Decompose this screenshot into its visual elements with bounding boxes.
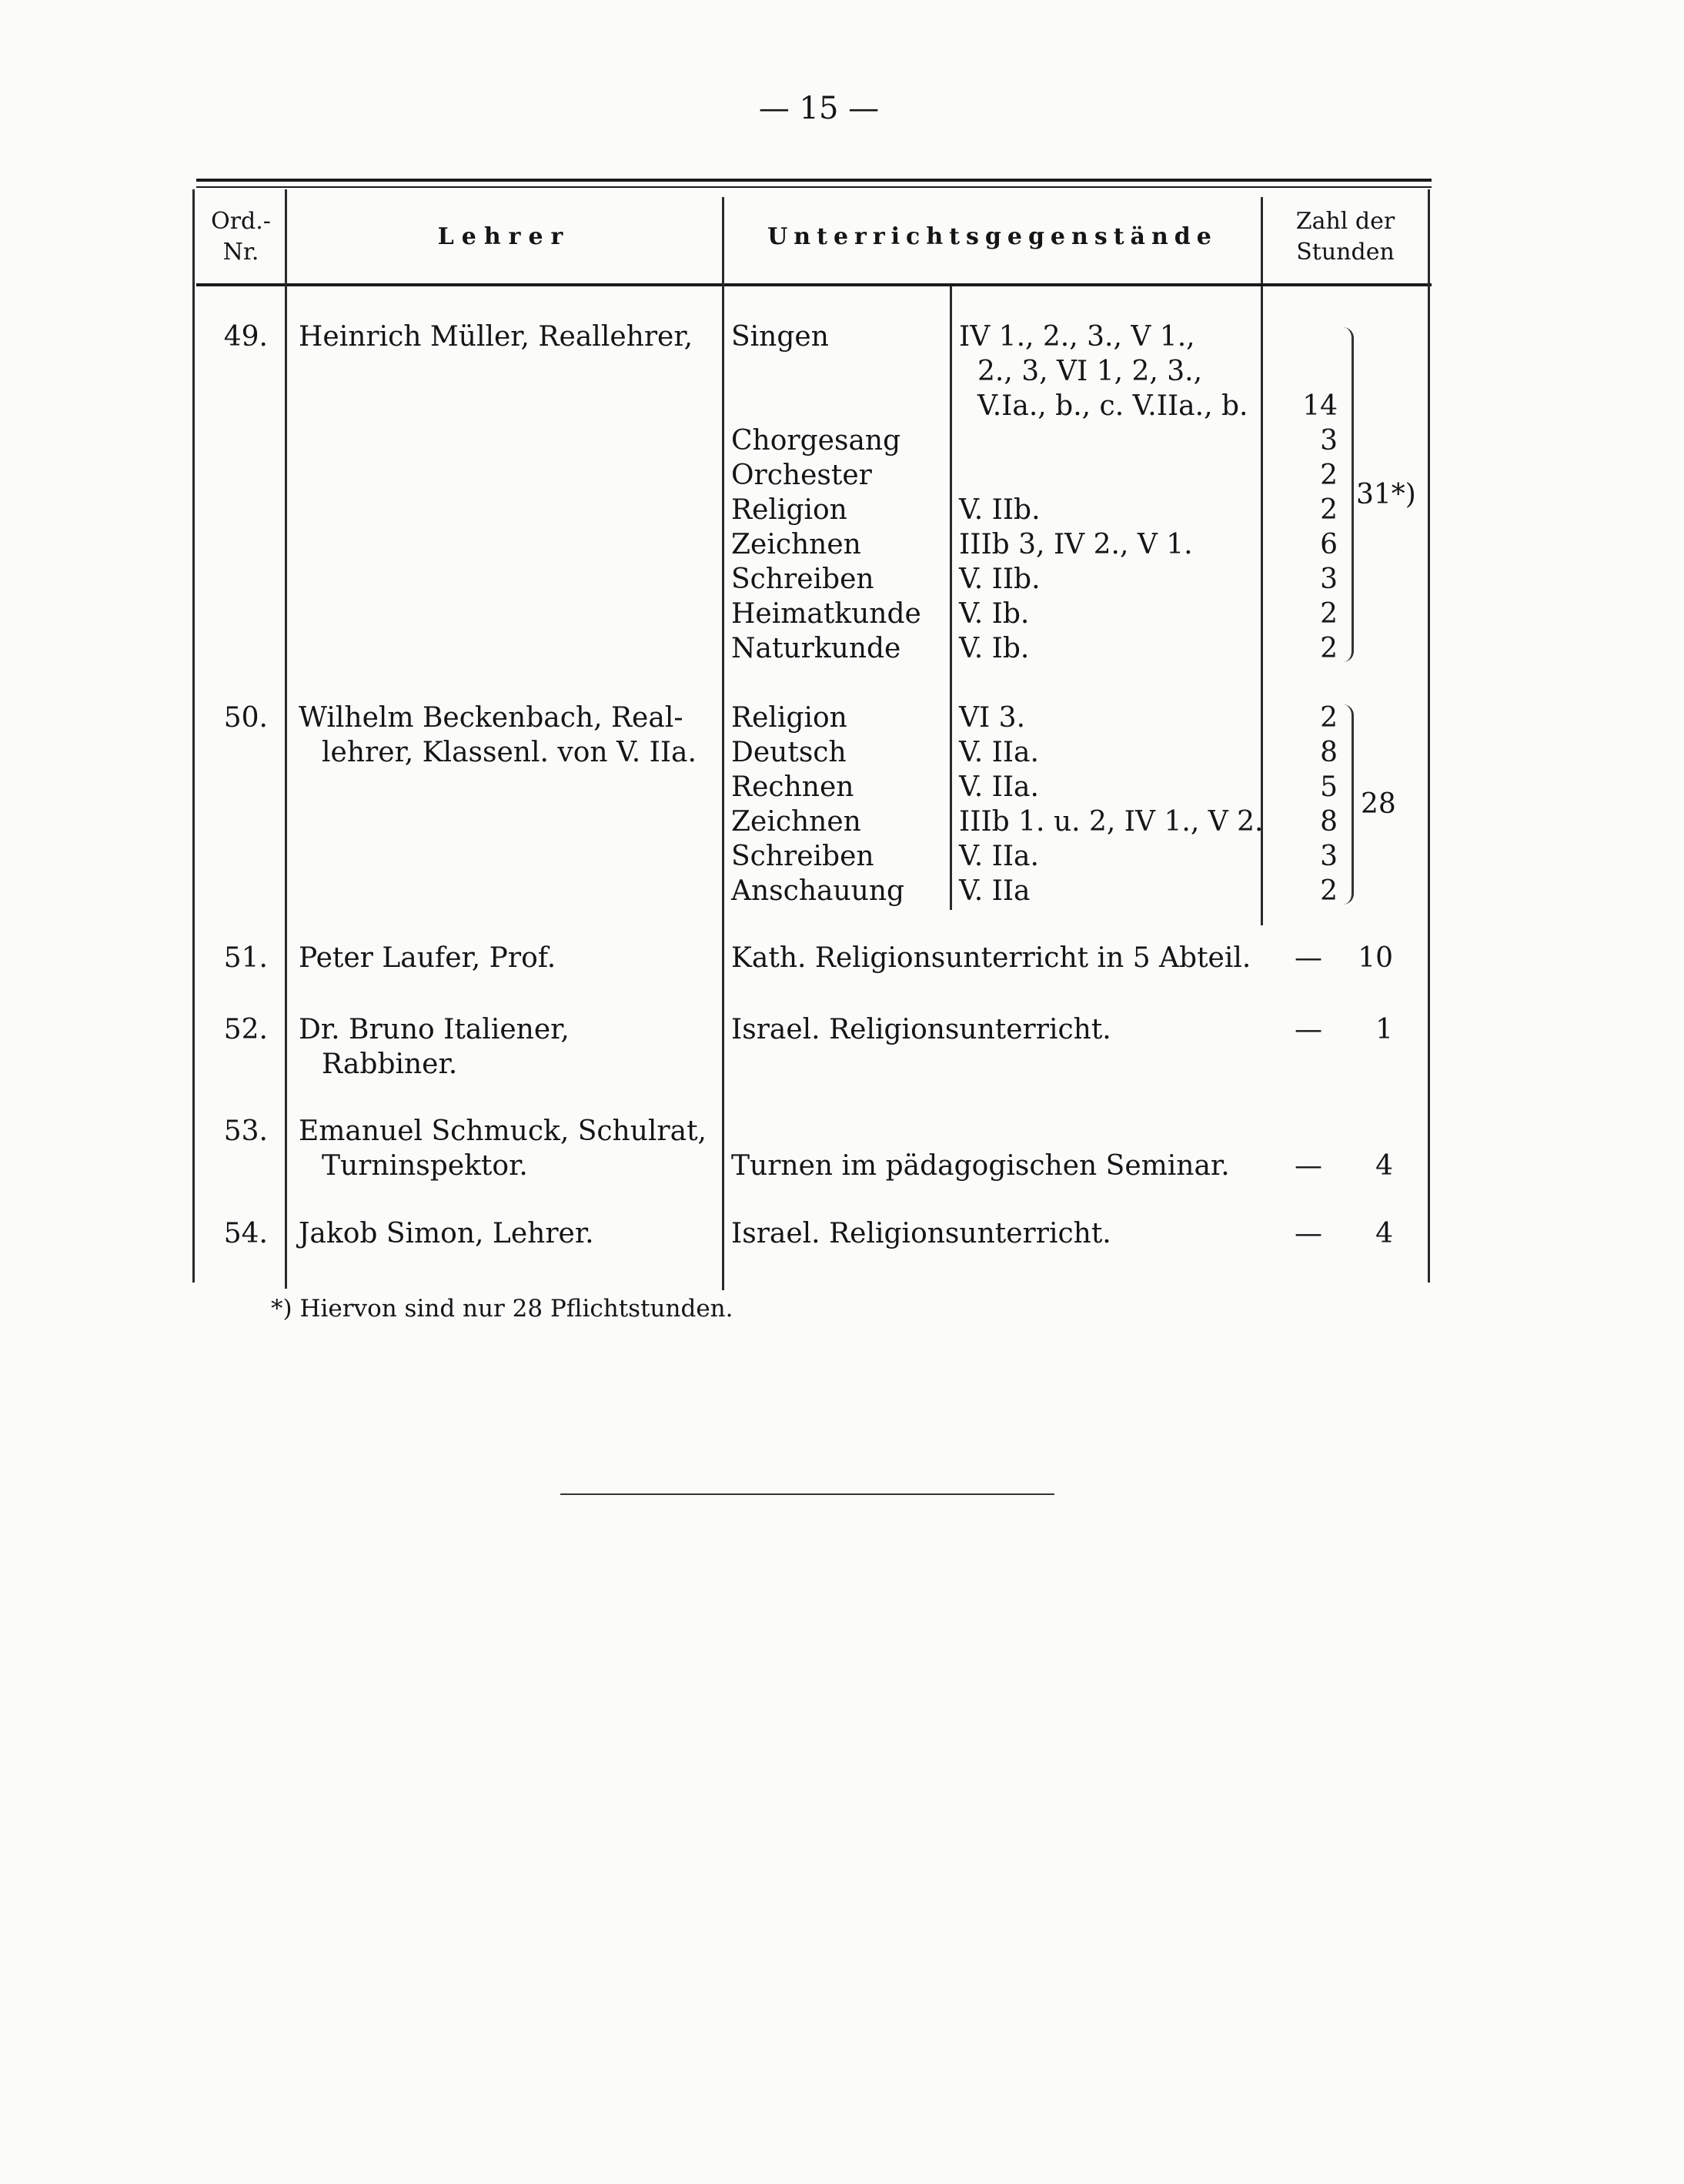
entry-49-subject-orchester: Orchester — [731, 460, 872, 491]
header-gegenstaende: Unterrichtsgegenstände — [767, 223, 1218, 250]
entry-50-brace — [1341, 704, 1354, 905]
column-divider-nr — [285, 189, 287, 1289]
entry-49-classes-zeichnen: IIIb 3, IV 2., V 1. — [959, 529, 1193, 560]
header-stunden-line1: Zahl der — [1295, 208, 1395, 235]
entry-49-classes-1: IV 1., 2., 3., V 1., — [959, 321, 1195, 353]
entry-49-total: 31*) — [1356, 479, 1416, 510]
column-divider-stunden — [1261, 197, 1263, 283]
entry-50-classes-2: V. IIa. — [959, 737, 1039, 768]
table-top-rule-2 — [196, 186, 1432, 188]
entry-49-subject-singen: Singen — [731, 321, 829, 353]
entry-49-subject-schreiben: Schreiben — [731, 564, 874, 595]
entry-49-brace — [1341, 327, 1354, 662]
entry-50-hours-1: 2 — [1320, 702, 1338, 734]
entry-53-teacher-line1: Emanuel Schmuck, Schulrat, — [299, 1115, 707, 1147]
entry-50-subject-deutsch: Deutsch — [731, 737, 847, 768]
footnote: *) Hiervon sind nur 28 Pflichtstunden. — [271, 1295, 733, 1323]
page-number: — 15 — — [758, 91, 880, 126]
entry-54-nr: 54. — [223, 1218, 268, 1249]
entry-54-subject: Israel. Religionsunterricht. — [731, 1218, 1111, 1249]
entry-51-nr: 51. — [223, 942, 268, 974]
entry-50-hours-3: 5 — [1320, 771, 1338, 803]
table-right-border — [1428, 189, 1430, 1283]
entry-50-hours-4: 8 — [1320, 806, 1338, 838]
entry-50-classes-1: VI 3. — [959, 702, 1026, 734]
entry-52-teacher-line1: Dr. Bruno Italiener, — [299, 1014, 570, 1045]
column-divider-classes — [950, 286, 952, 910]
entry-49-subject-chorgesang: Chorgesang — [731, 425, 901, 457]
entry-49-hours-schreiben: 3 — [1320, 564, 1338, 595]
entry-49-hours-chorgesang: 3 — [1320, 425, 1338, 457]
entry-50-subject-anschauung: Anschauung — [731, 875, 905, 907]
header-ord-nr — [199, 206, 283, 268]
entry-53-dash: — — [1295, 1150, 1322, 1182]
header-stunden — [1264, 206, 1427, 268]
entry-52-hours: 1 — [1375, 1014, 1393, 1045]
entry-49-classes-heimatkunde: V. Ib. — [959, 598, 1030, 630]
entry-54-hours: 4 — [1375, 1218, 1393, 1249]
bottom-separator — [560, 1493, 1054, 1495]
entry-50-hours-2: 8 — [1320, 737, 1338, 768]
entry-50-classes-5: V. IIa. — [959, 841, 1039, 872]
entry-50-subject-zeichnen: Zeichnen — [731, 806, 861, 838]
header-ord-nr-line2: Nr. — [222, 239, 259, 266]
header-lehrer: Lehrer — [437, 223, 571, 250]
entry-49-classes-2: 2., 3, VI 1, 2, 3., — [977, 356, 1203, 387]
header-stunden-line2: Stunden — [1296, 239, 1395, 266]
entry-50-nr: 50. — [223, 702, 268, 734]
entry-51-dash: — — [1295, 942, 1322, 974]
entry-49-subject-zeichnen: Zeichnen — [731, 529, 861, 560]
entry-49-subject-naturkunde: Naturkunde — [731, 633, 901, 664]
entry-50-subject-rechnen: Rechnen — [731, 771, 854, 803]
entry-51-hours: 10 — [1358, 942, 1393, 974]
entry-50-classes-6: V. IIa — [959, 875, 1031, 907]
entry-50-subject-religion: Religion — [731, 702, 847, 734]
entry-49-hours-zeichnen: 6 — [1320, 529, 1338, 560]
entry-53-teacher-line2: Turninspektor. — [322, 1150, 528, 1182]
entry-50-classes-4: IIIb 1. u. 2, IV 1., V 2. — [959, 806, 1264, 838]
entry-49-hours-naturkunde: 2 — [1320, 633, 1338, 664]
entry-49-classes-3: V.Ia., b., c. V.IIa., b. — [977, 390, 1248, 422]
entry-53-subject: Turnen im pädagogischen Seminar. — [731, 1150, 1230, 1182]
entry-49-subject-heimatkunde: Heimatkunde — [731, 598, 921, 630]
entry-49-classes-naturkunde: V. Ib. — [959, 633, 1030, 664]
entry-50-hours-6: 2 — [1320, 875, 1338, 907]
entry-52-nr: 52. — [223, 1014, 268, 1045]
header-ord-nr-line1: Ord.- — [211, 208, 271, 235]
entry-49-hours-heimatkunde: 2 — [1320, 598, 1338, 630]
entry-51-subject: Kath. Religionsunterricht in 5 Abteil. — [731, 942, 1251, 974]
entry-49-teacher: Heinrich Müller, Reallehrer, — [299, 321, 693, 353]
entry-49-hours-singen: 14 — [1302, 390, 1338, 422]
entry-49-classes-schreiben: V. IIb. — [959, 564, 1041, 595]
entry-50-classes-3: V. IIa. — [959, 771, 1039, 803]
entry-52-teacher-line2: Rabbiner. — [322, 1049, 458, 1080]
entry-50-subject-schreiben: Schreiben — [731, 841, 874, 872]
column-divider-lehrer — [722, 197, 724, 1290]
entry-52-dash: — — [1295, 1014, 1322, 1045]
table-left-border — [192, 189, 195, 1283]
entry-53-nr: 53. — [223, 1115, 268, 1147]
entry-50-total: 28 — [1361, 788, 1396, 820]
entry-50-teacher-line1: Wilhelm Beckenbach, Real- — [299, 702, 683, 734]
entry-50-hours-5: 3 — [1320, 841, 1338, 872]
entry-52-subject: Israel. Religionsunterricht. — [731, 1014, 1111, 1045]
entry-53-hours: 4 — [1375, 1150, 1393, 1182]
header-bottom-rule — [196, 283, 1432, 286]
entry-49-hours-orchester: 2 — [1320, 460, 1338, 491]
entry-49-classes-religion: V. IIb. — [959, 494, 1041, 526]
entry-49-nr: 49. — [223, 321, 268, 353]
entry-51-teacher: Peter Laufer, Prof. — [299, 942, 556, 974]
entry-50-teacher-line2: lehrer, Klassenl. von V. IIa. — [322, 737, 697, 768]
entry-49-hours-religion: 2 — [1320, 494, 1338, 526]
table-top-rule — [196, 179, 1432, 182]
entry-54-teacher: Jakob Simon, Lehrer. — [299, 1218, 594, 1249]
entry-49-subject-religion: Religion — [731, 494, 847, 526]
entry-54-dash: — — [1295, 1218, 1322, 1249]
